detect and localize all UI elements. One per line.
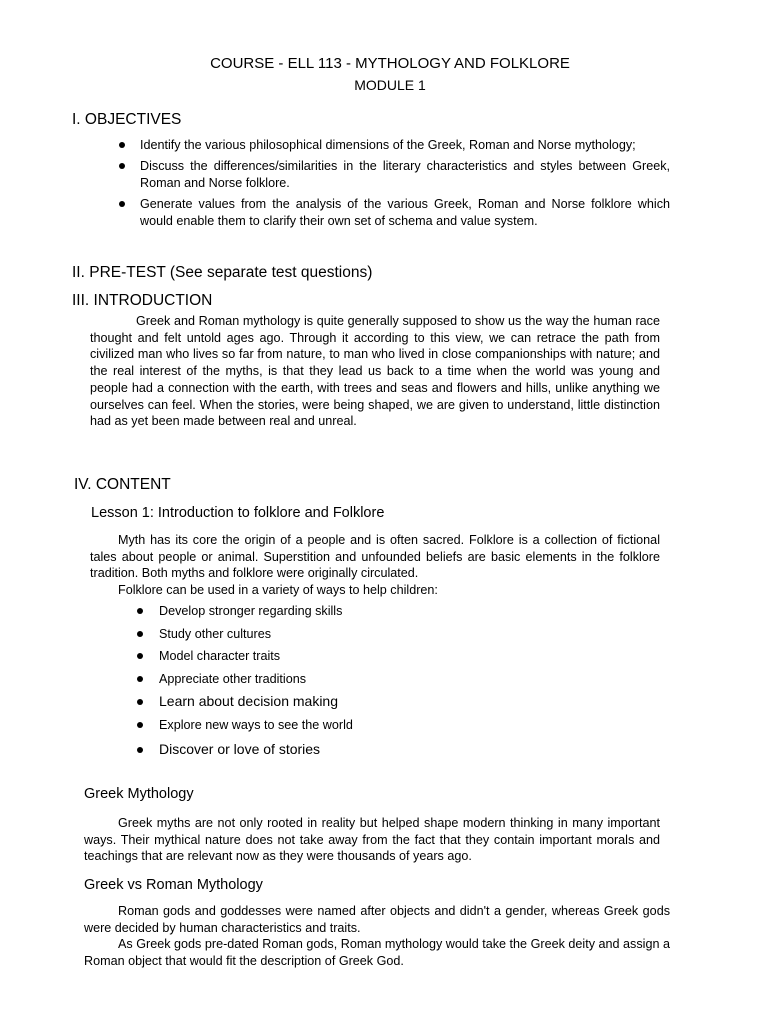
- bullet-icon: [119, 163, 125, 169]
- folklore-uses-list: [159, 603, 639, 764]
- greek-vs-roman-paragraph-2: As Greek gods pre-dated Roman gods, Roman mythology would take the Greek deity and assign a Roman object that would fit the description of Greek God.: [84, 937, 670, 968]
- list-item: Learn about decision making: [159, 693, 639, 717]
- bullet-icon: [137, 699, 143, 705]
- objective-item: Discuss the differences/similarities in the literary characteristics and styles between Greek, Roman and Norse folklore.: [140, 158, 670, 192]
- greek-mythology-heading: Greek Mythology: [84, 786, 194, 802]
- list-item: Develop stronger regarding skills: [159, 603, 639, 626]
- list-item: Explore new ways to see the world: [159, 717, 639, 741]
- objectives-heading: I. OBJECTIVES: [72, 111, 182, 128]
- greek-vs-roman-paragraph-1: Roman gods and goddesses were named after objects and didn't a gender, whereas Greek gods were decided by human characteristics and traits.: [84, 904, 670, 935]
- content-heading: IV. CONTENT: [74, 476, 171, 493]
- lesson-paragraph: Myth has its core the origin of a people and is often sacred. Folklore is a collection of fictional tales about people or animal. Superstition and unfounded beliefs are basic elements in the folklore tradition. Both myths and folklore were originally circulated.: [90, 533, 660, 581]
- introduction-heading: III. INTRODUCTION: [72, 292, 213, 309]
- bullet-icon: [137, 722, 143, 728]
- objective-item: Identify the various philosophical dimensions of the Greek, Roman and Norse mythology;: [140, 137, 670, 154]
- course-title: COURSE - ELL 113 - MYTHOLOGY AND FOLKLORE: [210, 55, 570, 72]
- greek-vs-roman-heading: Greek vs Roman Mythology: [84, 877, 263, 893]
- list-item: Model character traits: [159, 648, 639, 671]
- lesson-title: Lesson 1: Introduction to folklore and Folklore: [91, 505, 385, 521]
- list-item: Discover or love of stories: [159, 741, 639, 764]
- bullet-icon: [137, 676, 143, 682]
- objectives-list: [140, 137, 670, 230]
- bullet-icon: [137, 747, 143, 753]
- bullet-icon: [137, 631, 143, 637]
- bullet-icon: [137, 653, 143, 659]
- introduction-paragraph: Greek and Roman mythology is quite generally supposed to show us the way the human race thought and felt untold ages ago. Through it according to this view, we can retrace the path from civilized man who lives so far from nature, to man who lived in close companionships with nature; and the real interest of the myths, is that they lead us back to a time when the world was young and people had a connection with the earth, with trees and seas and flowers and hills, unlike anything we ourselves can feel. When the stories, were being shaped, we are given to understand, little distinction had as yet been made between real and unreal.: [90, 314, 660, 429]
- bullet-icon: [119, 201, 125, 207]
- bullet-icon: [119, 142, 125, 148]
- lesson-lead: Folklore can be used in a variety of ways to help children:: [118, 583, 438, 597]
- pretest-heading: II. PRE-TEST (See separate test questions): [72, 264, 373, 281]
- module-label: MODULE 1: [354, 77, 426, 93]
- objective-item: Generate values from the analysis of the various Greek, Roman and Norse folklore which would enable them to clarify their own set of schema and value system.: [140, 196, 670, 230]
- bullet-icon: [137, 608, 143, 614]
- list-item: Appreciate other traditions: [159, 671, 639, 694]
- greek-mythology-paragraph: Greek myths are not only rooted in reality but helped shape modern thinking in many important ways. Their mythical nature does not take away from the fact that they contain important morals and teachings that are relevant now as they were thousands of years ago.: [84, 816, 660, 864]
- list-item: Study other cultures: [159, 626, 639, 649]
